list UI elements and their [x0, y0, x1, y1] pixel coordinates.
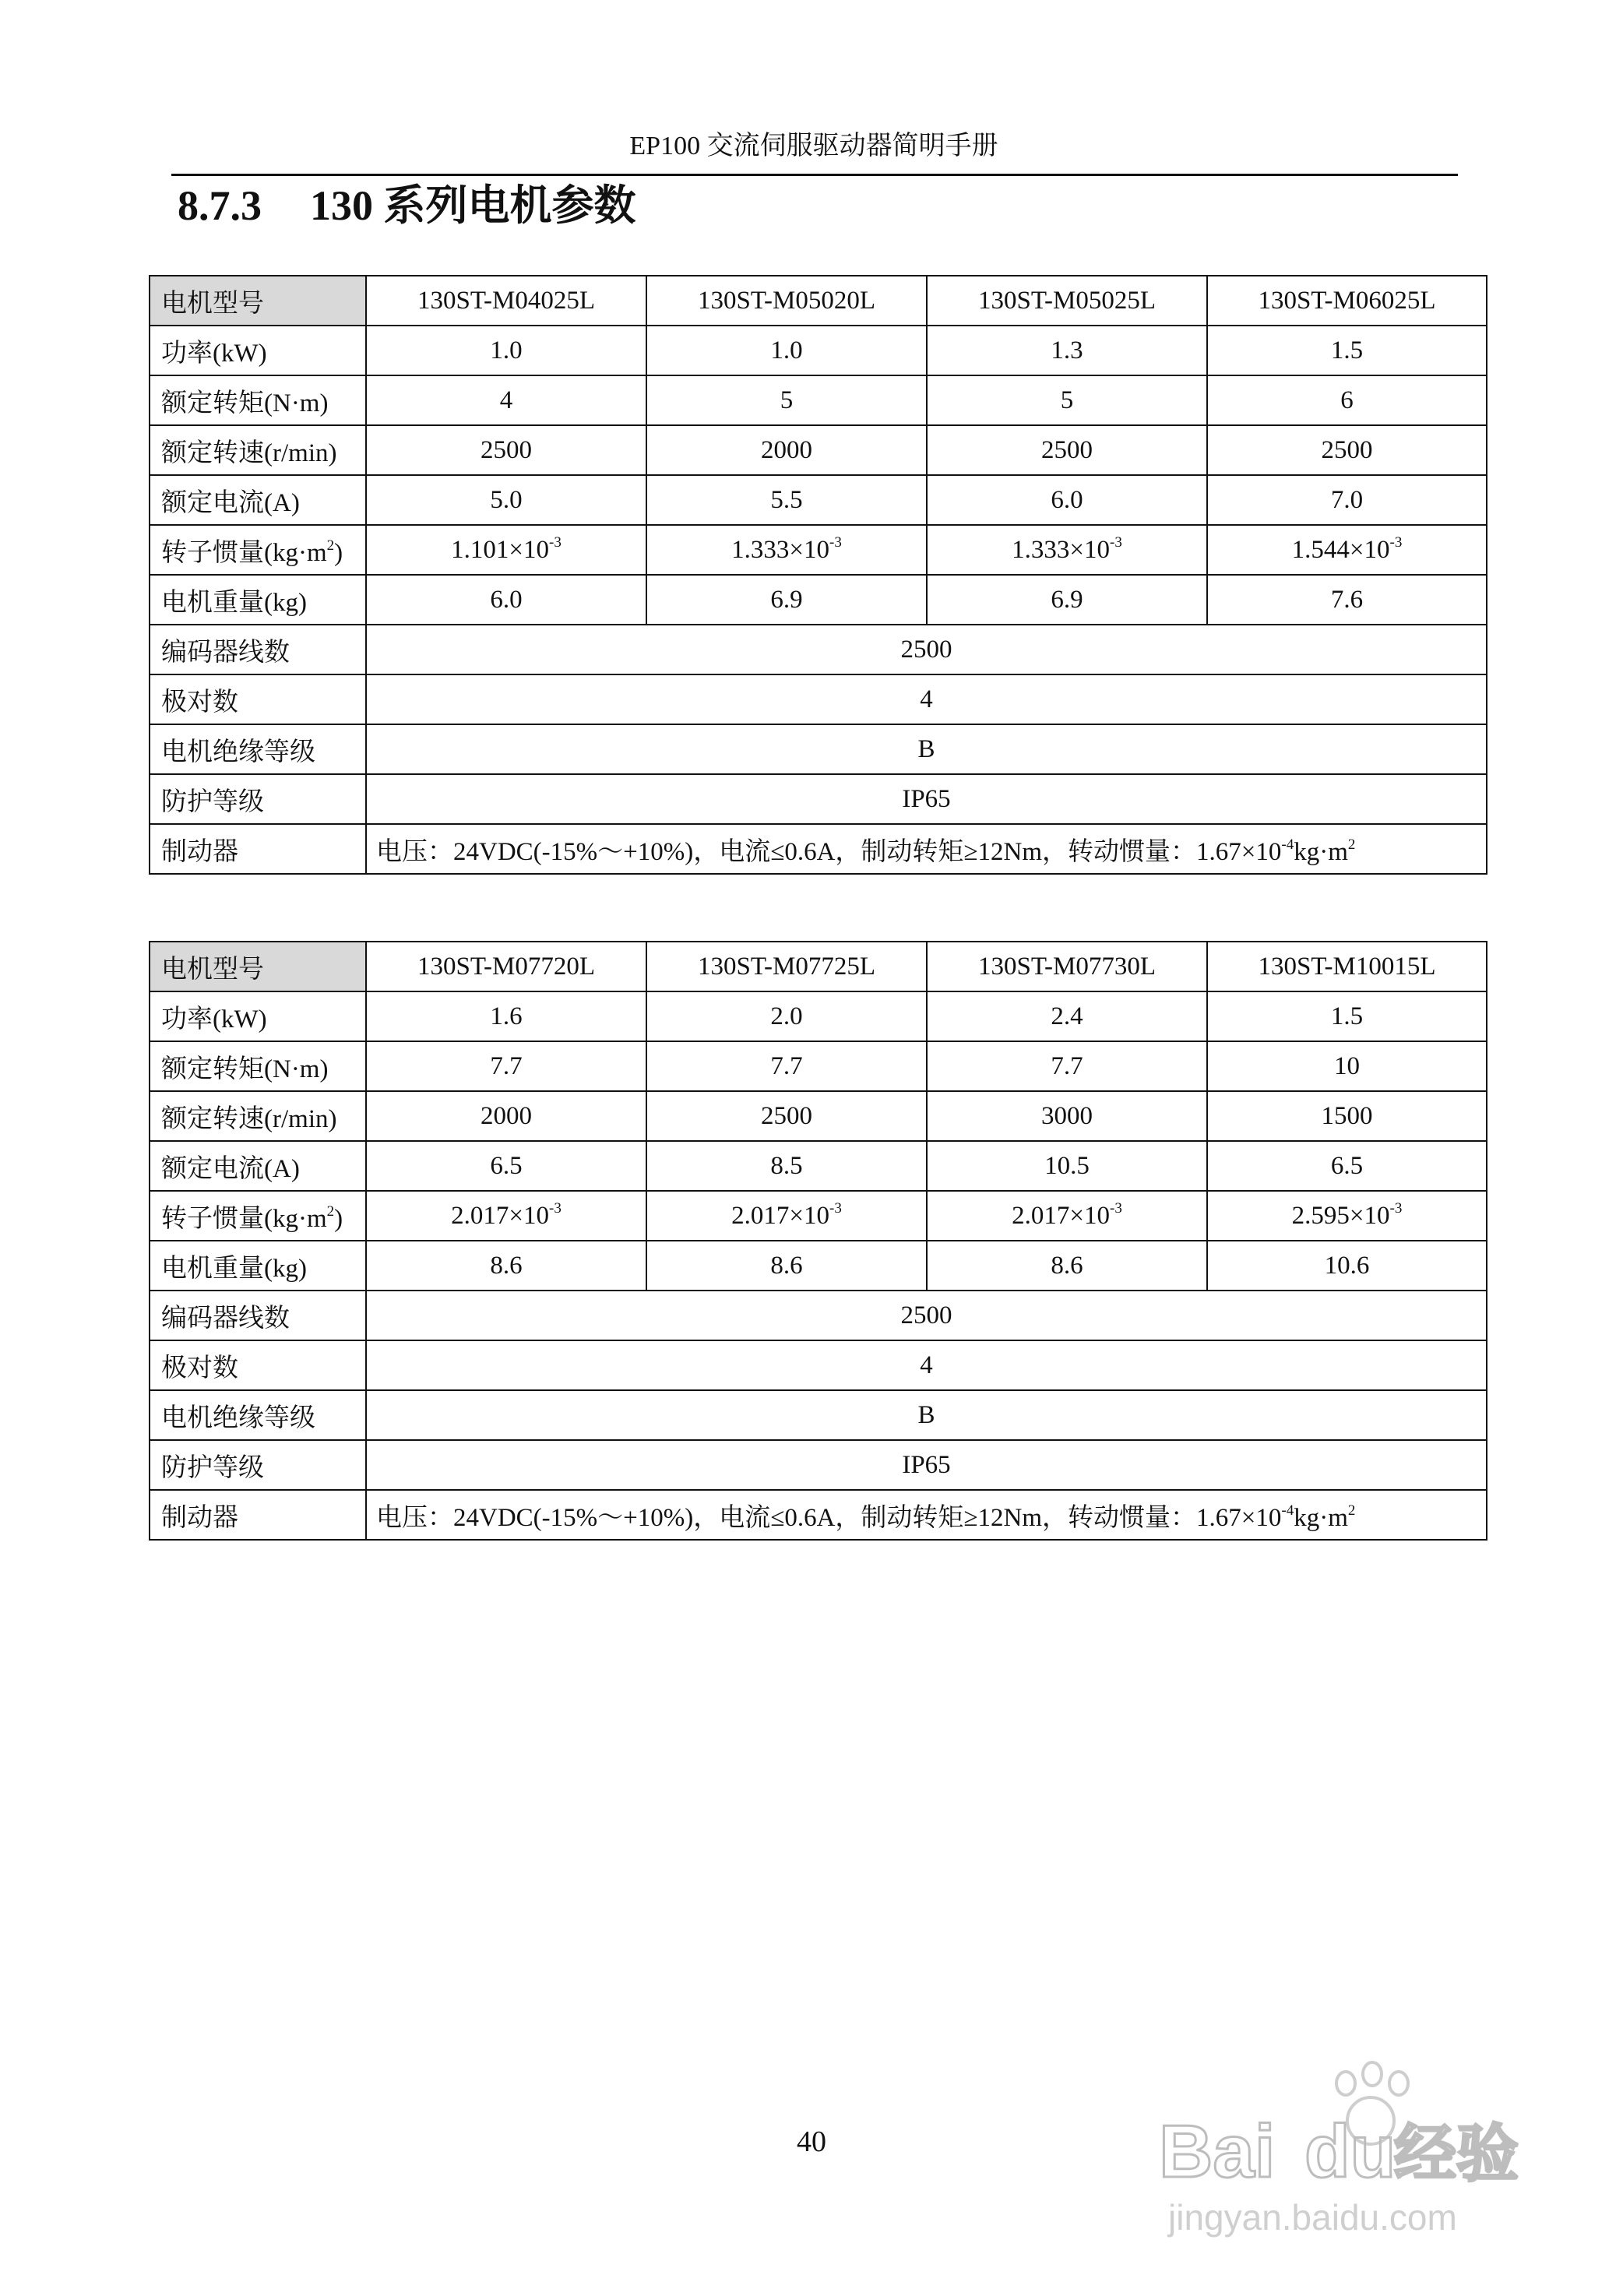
model-cell: 130ST-M05020L: [646, 276, 927, 326]
value-cell: 1.3: [927, 326, 1207, 375]
shared-value-cell: 4: [366, 674, 1487, 724]
row-label: 额定电流(A): [150, 1141, 366, 1191]
value-cell: 6.9: [927, 575, 1207, 625]
shared-value-cell: 2500: [366, 625, 1487, 674]
model-cell: 130ST-M07725L: [646, 942, 927, 991]
table-row-inertia: [150, 525, 1487, 575]
watermark-brand: Bai: [1159, 2110, 1276, 2193]
header-rule: [171, 174, 1458, 176]
row-label: 防护等级: [150, 774, 366, 824]
value-cell: $1.333\times 10^{-3}$: [927, 525, 1207, 575]
table-row-insulation: [150, 1390, 1487, 1440]
value-cell: 6.5: [1207, 1141, 1487, 1191]
section-title: [178, 181, 636, 231]
shared-value-cell: IP65: [366, 774, 1487, 824]
value-cell: $1.101\times 10^{-3}$: [366, 525, 646, 575]
table-row-weight: [150, 575, 1487, 625]
baidu-jingyan-watermark: [1145, 2060, 1534, 2239]
row-label: 转子惯量$(kg\cdot m^2)$: [150, 525, 366, 575]
model-cell: 130ST-M05025L: [927, 276, 1207, 326]
row-label: 极对数: [150, 674, 366, 724]
value-cell: 7.6: [1207, 575, 1487, 625]
value-cell: 8.6: [646, 1241, 927, 1291]
row-label: 额定转速(r/min): [150, 425, 366, 475]
value-cell: 6.9: [646, 575, 927, 625]
value-cell: 4: [366, 375, 646, 425]
model-cell: 130ST-M10015L: [1207, 942, 1487, 991]
table-row-current: [150, 1141, 1487, 1191]
table-row-model: [150, 276, 1487, 326]
brake-spec-cell: 电压：24VDC(-15%～+10%)，电流≤0.6A，制动转矩≥12Nm，转动惯量：$1.67\times 10^{-4}kg\cdot m^2$: [366, 824, 1487, 874]
table-row-torque: [150, 375, 1487, 425]
table-row-speed: [150, 1091, 1487, 1141]
value-cell: 2500: [1207, 425, 1487, 475]
value-cell: $2.017\times 10^{-3}$: [646, 1191, 927, 1241]
page-number: 40: [797, 2125, 826, 2158]
value-cell: 2.0: [646, 991, 927, 1041]
value-cell: 2500: [646, 1091, 927, 1141]
motor-spec-table-2: [149, 941, 1487, 1541]
model-cell: 130ST-M07720L: [366, 942, 646, 991]
value-cell: 1.5: [1207, 991, 1487, 1041]
table-row-inertia: [150, 1191, 1487, 1241]
value-cell: 10.6: [1207, 1241, 1487, 1291]
value-cell: 6.0: [366, 575, 646, 625]
value-cell: 8.5: [646, 1141, 927, 1191]
row-label: 电机绝缘等级: [150, 724, 366, 774]
value-cell: 7.7: [366, 1041, 646, 1091]
table-row-weight: [150, 1241, 1487, 1291]
section-heading: 130 系列电机参数: [310, 182, 636, 229]
table-row-power: [150, 326, 1487, 375]
value-cell: 7.7: [646, 1041, 927, 1091]
value-cell: 6: [1207, 375, 1487, 425]
value-cell: 1.0: [366, 326, 646, 375]
value-cell: 1.6: [366, 991, 646, 1041]
shared-value-cell: IP65: [366, 1440, 1487, 1490]
row-label: 电机重量(kg): [150, 575, 366, 625]
row-label: 电机型号: [150, 942, 366, 991]
table-row-torque: [150, 1041, 1487, 1091]
value-cell: $1.333\times 10^{-3}$: [646, 525, 927, 575]
value-cell: $2.595\times 10^{-3}$: [1207, 1191, 1487, 1241]
value-cell: 7.7: [927, 1041, 1207, 1091]
shared-value-cell: 2500: [366, 1291, 1487, 1340]
row-label: 编码器线数: [150, 1291, 366, 1340]
value-cell: 1.5: [1207, 326, 1487, 375]
table-row-pole-pairs: [150, 1340, 1487, 1390]
shared-value-cell: B: [366, 724, 1487, 774]
row-label: 电机重量(kg): [150, 1241, 366, 1291]
value-cell: 2500: [927, 425, 1207, 475]
table-row-current: [150, 475, 1487, 525]
value-cell: 5: [646, 375, 927, 425]
table-row-power: [150, 991, 1487, 1041]
table-row-brake: [150, 1490, 1487, 1540]
value-cell: 6.0: [927, 475, 1207, 525]
value-cell: $2.017\times 10^{-3}$: [927, 1191, 1207, 1241]
value-cell: 5.5: [646, 475, 927, 525]
value-cell: 5.0: [366, 475, 646, 525]
section-number: 8.7.3: [178, 182, 262, 229]
value-cell: 8.6: [927, 1241, 1207, 1291]
value-cell: 10.5: [927, 1141, 1207, 1191]
value-cell: 6.5: [366, 1141, 646, 1191]
value-cell: 7.0: [1207, 475, 1487, 525]
row-label: 极对数: [150, 1340, 366, 1390]
table-row-encoder: [150, 625, 1487, 674]
model-cell: 130ST-M06025L: [1207, 276, 1487, 326]
value-cell: 2000: [366, 1091, 646, 1141]
motor-spec-table-1: [149, 275, 1487, 875]
value-cell: 8.6: [366, 1241, 646, 1291]
row-label: 制动器: [150, 1490, 366, 1540]
value-cell: $1.544\times 10^{-3}$: [1207, 525, 1487, 575]
row-label: 功率(kW): [150, 326, 366, 375]
value-cell: $2.017\times 10^{-3}$: [366, 1191, 646, 1241]
value-cell: 2500: [366, 425, 646, 475]
row-label: 额定电流(A): [150, 475, 366, 525]
row-label: 额定转矩(N·m): [150, 375, 366, 425]
model-cell: 130ST-M04025L: [366, 276, 646, 326]
value-cell: 5: [927, 375, 1207, 425]
row-label: 制动器: [150, 824, 366, 874]
watermark-cn: 经验: [1394, 2119, 1519, 2189]
table-row-speed: [150, 425, 1487, 475]
table-row-insulation: [150, 724, 1487, 774]
value-cell: 1500: [1207, 1091, 1487, 1141]
table-row-protection: [150, 1440, 1487, 1490]
table-row-model: [150, 942, 1487, 991]
row-label: 编码器线数: [150, 625, 366, 674]
watermark-url: jingyan.baidu.com: [1168, 2197, 1457, 2238]
value-cell: 10: [1207, 1041, 1487, 1091]
value-cell: 1.0: [646, 326, 927, 375]
table-row-brake: [150, 824, 1487, 874]
row-label: 防护等级: [150, 1440, 366, 1490]
watermark-brand-2: du: [1304, 2110, 1396, 2193]
row-label: 转子惯量$(kg\cdot m^2)$: [150, 1191, 366, 1241]
shared-value-cell: B: [366, 1390, 1487, 1440]
running-header: EP100 交流伺服驱动器简明手册: [629, 132, 998, 160]
brake-spec-cell: 电压：24VDC(-15%～+10%)，电流≤0.6A，制动转矩≥12Nm，转动惯量：$1.67\times 10^{-4}kg\cdot m^2$: [366, 1490, 1487, 1540]
model-cell: 130ST-M07730L: [927, 942, 1207, 991]
row-label: 电机型号: [150, 276, 366, 326]
table-row-pole-pairs: [150, 674, 1487, 724]
row-label: 额定转矩(N·m): [150, 1041, 366, 1091]
table-row-protection: [150, 774, 1487, 824]
row-label: 电机绝缘等级: [150, 1390, 366, 1440]
shared-value-cell: 4: [366, 1340, 1487, 1390]
value-cell: 3000: [927, 1091, 1207, 1141]
row-label: 功率(kW): [150, 991, 366, 1041]
value-cell: 2.4: [927, 991, 1207, 1041]
table-row-encoder: [150, 1291, 1487, 1340]
value-cell: 2000: [646, 425, 927, 475]
row-label: 额定转速(r/min): [150, 1091, 366, 1141]
